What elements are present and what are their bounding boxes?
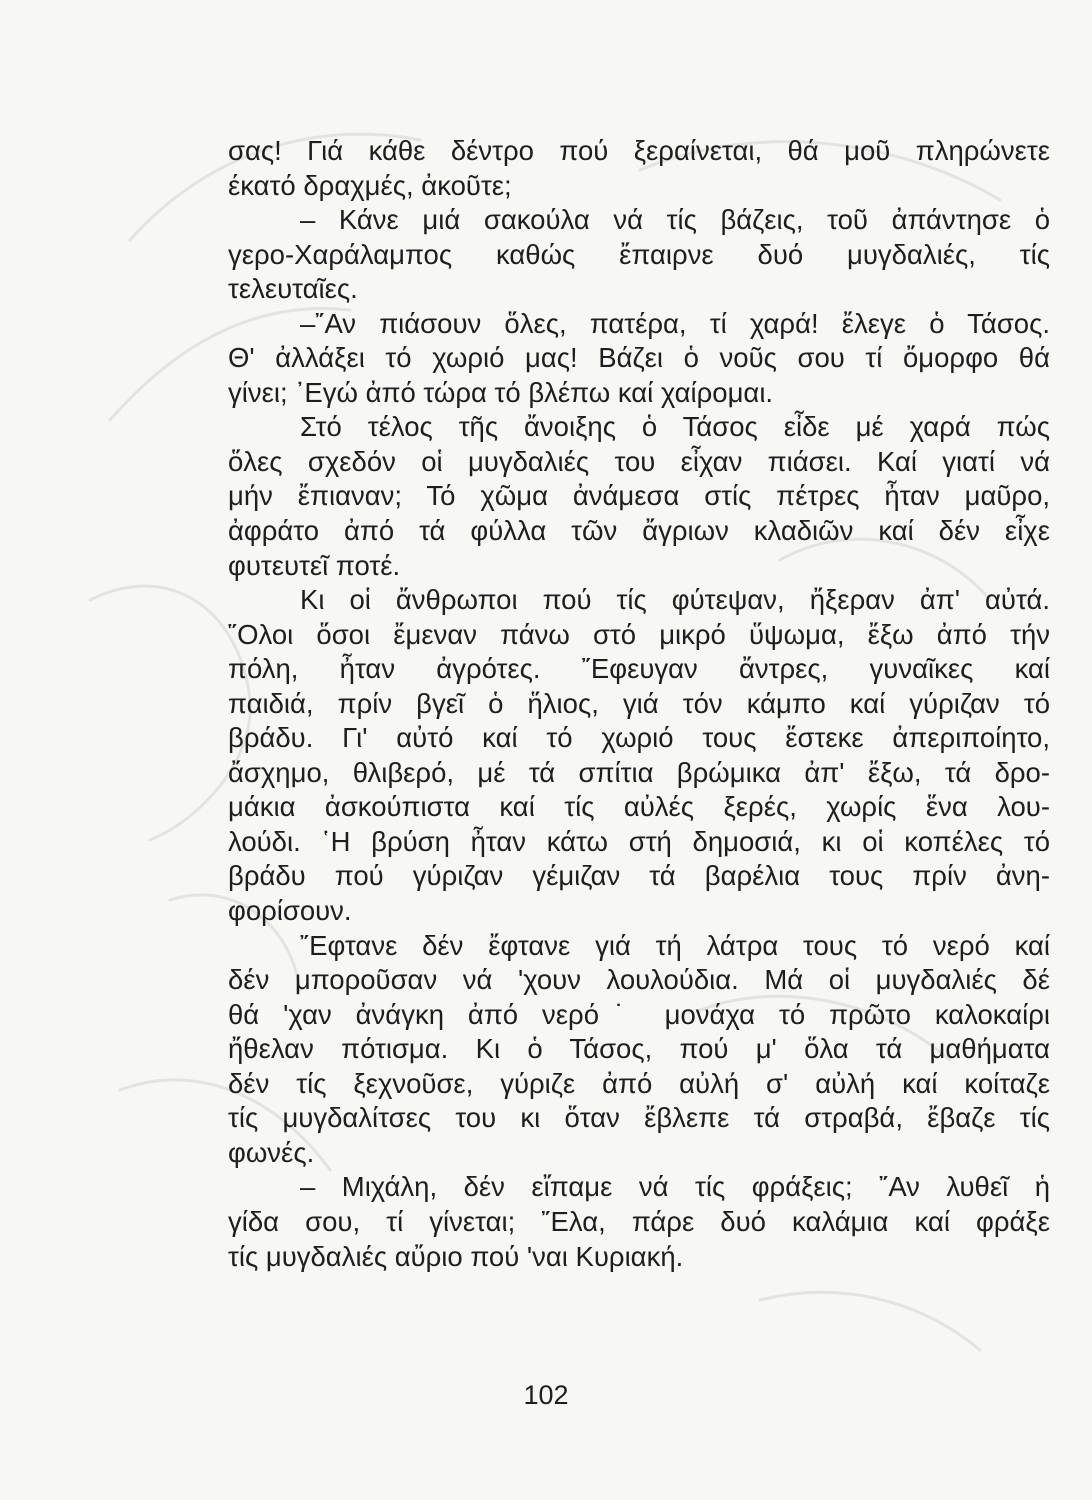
text-line: φυτευτεῖ ποτέ.: [228, 549, 401, 581]
text-line: βράδυ. Γι' αὐτό καί τό χωριό τους ἔστεκε ἀπεριποίητο,: [228, 722, 1050, 754]
text-line: ἀφράτο ἀπό τά φύλλα τῶν ἄγριων κλαδιῶν καί δέν εἶχε: [228, 515, 1050, 547]
page-number: 102: [523, 1380, 569, 1410]
text-line: τίς μυγδαλιές αὔριο πού 'ναι Κυριακή.: [228, 1240, 684, 1272]
text-line: σας! Γιά κάθε δέντρο πού ξεραίνεται, θά μοῦ πληρώνετε: [228, 135, 1050, 166]
text-line: δέν μποροῦσαν νά 'χουν λουλούδια. Μά οἱ μυγδαλιές δέ: [228, 964, 1050, 996]
text-line: ῎Εφτανε δέν ἔφτανε γιά τή λάτρα τους τό νερό καί: [300, 929, 1050, 961]
text-line: παιδιά, πρίν βγεῖ ὁ ἥλιος, γιά τόν κάμπο καί γύριζαν τό: [228, 687, 1050, 719]
text-line: βράδυ πού γύριζαν γέμιζαν τά βαρέλια τους πρίν ἀνη-: [228, 860, 1050, 892]
text-line: μάκια ἀσκούπιστα καί τίς αὐλές ξερές, χωρίς ἕνα λου-: [228, 791, 1050, 823]
text-line: μήν ἔπιαναν; Τό χῶμα ἀνάμεσα στίς πέτρες ἦταν μαῦρο,: [228, 480, 1050, 512]
text-line: έκατό δραχμές, ἀκοῦτε;: [228, 169, 512, 201]
text-line: λούδι. ῾Η βρύση ἦταν κάτω στή δημοσιά, κι οἱ κοπέλες τό: [228, 825, 1050, 857]
text-line: γίδα σου, τί γίνεται; ῎Ελα, πάρε δυό καλάμια καί φράξε: [228, 1205, 1050, 1237]
text-line: –῎Αν πιάσουν ὅλες, πατέρα, τί χαρά! ἔλεγε ὁ Τάσος.: [300, 307, 1050, 339]
text-line: Θ' ἀλλάξει τό χωριό μας! Βάζει ὁ νοῦς σου τί ὄμορφο θά: [228, 342, 1050, 374]
text-line: ἤθελαν πότισμα. Κι ὁ Τάσος, πού μ' ὅλα τά μαθήματα: [228, 1033, 1050, 1065]
text-line: ὅλες σχεδόν οἱ μυγδαλιές του εἶχαν πιάσει. Καί γιατί νά: [228, 445, 1050, 477]
text-line: τελευταῖες.: [228, 273, 358, 305]
text-line: ῞Ολοι ὅσοι ἔμεναν πάνω στό μικρό ὕψωμα, ἔξω ἀπό τήν: [228, 618, 1050, 650]
text-line: Κι οἱ ἄνθρωποι πού τίς φύτεψαν, ἤξεραν ἀπ' αὐτά.: [300, 584, 1050, 616]
text-line: τίς μυγδαλίτσες του κι ὅταν ἔβλεπε τά στραβά, ἔβαζε τίς: [228, 1102, 1050, 1134]
text-line: ἄσχημο, θλιβερό, μέ τά σπίτια βρώμικα ἀπ' ἔξω, τά δρο-: [228, 756, 1050, 788]
text-line: φορίσουν.: [228, 895, 352, 927]
text-line: φωνές.: [228, 1136, 315, 1168]
text-line: Στό τέλος τῆς ἄνοιξης ὁ Τάσος εἶδε μέ χαρά πώς: [300, 411, 1050, 443]
text-line: – Μιχάλη, δέν εἴπαμε νά τίς φράξεις; ῎Αν λυθεῖ ἡ: [300, 1171, 1050, 1203]
body-text: [228, 134, 1050, 1274]
text-line: δέν τίς ξεχνοῦσε, γύριζε ἀπό αὐλή σ' αὐλή καί κοίταζε: [228, 1067, 1050, 1099]
text-line: θά 'χαν ἀνάγκη ἀπό νερό˙ μονάχα τό πρῶτο καλοκαίρι: [228, 998, 1050, 1030]
text-line: – Κάνε μιά σακούλα νά τίς βάζεις, τοῦ ἀπάντησε ὁ: [300, 204, 1050, 236]
text-line: πόλη, ἦταν ἀγρότες. ῎Εφευγαν ἄντρες, γυναῖκες καί: [228, 653, 1050, 685]
text-line: γίνει; ᾿Εγώ ἀπό τώρα τό βλέπω καί χαίρομαι.: [228, 376, 774, 408]
text-line: γερο-Χαράλαμπος καθώς ἔπαιρνε δυό μυγδαλιές, τίς: [228, 238, 1050, 270]
